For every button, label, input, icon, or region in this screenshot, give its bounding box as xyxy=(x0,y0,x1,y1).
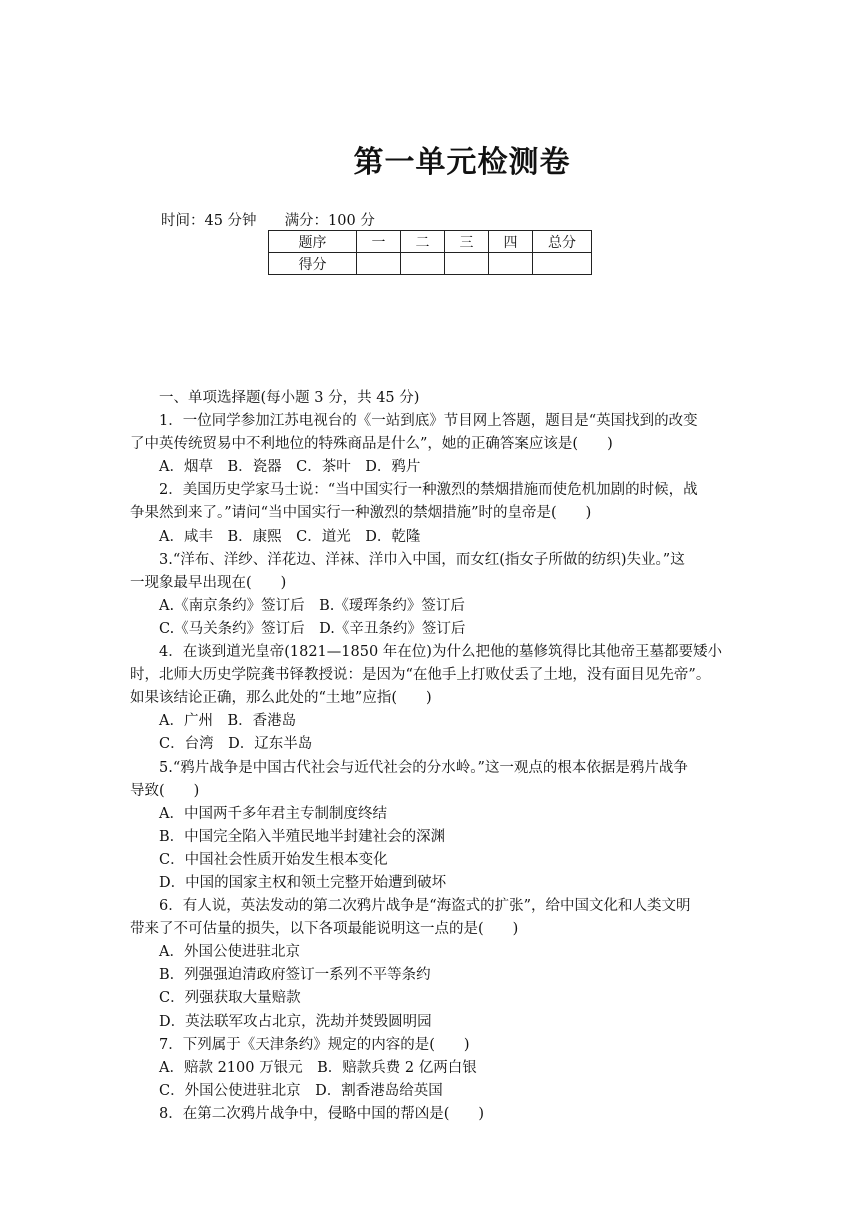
answer-option-line[interactable]: A.《南京条约》签订后 B.《瑷珲条约》签订后 xyxy=(159,597,465,614)
answer-option-line[interactable]: B．中国完全陷入半殖民地半封建社会的深渊 xyxy=(159,828,446,845)
question-list xyxy=(130,410,735,1126)
question-item xyxy=(130,549,735,641)
score-input-cell[interactable] xyxy=(533,253,592,275)
score-table-header-cell: 总分 xyxy=(533,231,592,253)
question-stem-line: 了中英传统贸易中不利地位的特殊商品是什么”，她的正确答案应该是( ) xyxy=(130,436,613,453)
question-item xyxy=(130,410,735,479)
score-table-header-cell: 一 xyxy=(357,231,401,253)
question-item xyxy=(130,1034,735,1103)
score-table-header-cell: 四 xyxy=(489,231,533,253)
answer-option-line[interactable]: C．列强获取大量赔款 xyxy=(159,990,301,1007)
score-table-header-cell: 题序 xyxy=(269,231,357,253)
question-stem-line: 6．有人说，英法发动的第二次鸦片战争是“海盗式的扩张”，给中国文化和人类文明 xyxy=(159,898,691,915)
page-title: 第一单元检测卷 xyxy=(353,145,571,180)
question-stem-line: 7．下列属于《天津条约》规定的内容的是( ) xyxy=(159,1036,470,1053)
answer-option-line[interactable]: A．外国公使进驻北京 xyxy=(159,944,300,961)
exam-meta xyxy=(161,209,375,230)
answer-option-line[interactable]: C．台湾 D．辽东半岛 xyxy=(159,736,313,753)
score-table xyxy=(268,230,592,275)
question-item xyxy=(130,479,735,548)
full-score: 满分：100 分 xyxy=(284,213,375,229)
exam-body xyxy=(130,387,735,1126)
score-input-cell[interactable] xyxy=(489,253,533,275)
answer-option-line[interactable]: A．咸丰 B．康熙 C．道光 D．乾隆 xyxy=(159,528,421,545)
question-stem-line: 如果该结论正确，那么此处的“土地”应指( ) xyxy=(130,690,432,707)
score-row-label: 得分 xyxy=(269,253,357,275)
question-item xyxy=(130,895,735,1034)
question-stem-line: 5.“鸦片战争是中国古代社会与近代社会的分水岭。”这一观点的根本依据是鸦片战争 xyxy=(159,759,688,776)
answer-option-line[interactable]: A．烟草 B．瓷器 C．茶叶 D．鸦片 xyxy=(159,459,421,476)
question-stem-line: 1．一位同学参加江苏电视台的《一站到底》节目网上答题，题目是“英国找到的改变 xyxy=(159,413,698,430)
question-stem-line: 4．在谈到道光皇帝(1821—1850 年在位)为什么把他的墓修筑得比其他帝王墓都要矮小 xyxy=(159,644,722,661)
score-input-cell[interactable] xyxy=(445,253,489,275)
score-table-header-row xyxy=(269,231,592,253)
score-input-cell[interactable] xyxy=(357,253,401,275)
time-limit: 时间：45 分钟 xyxy=(161,213,257,229)
question-stem-line: 2．美国历史学家马士说：“当中国实行一种激烈的禁烟措施而使危机加剧的时候，战 xyxy=(159,482,698,499)
question-stem-line: 3.“洋布、洋纱、洋花边、洋袜、洋巾入中国，而女红(指女子所做的纺织)失业。”这 xyxy=(159,551,685,568)
answer-option-line[interactable]: C．外国公使进驻北京 D．割香港岛给英国 xyxy=(159,1082,443,1099)
score-table-header-cell: 二 xyxy=(401,231,445,253)
answer-option-line[interactable]: C.《马关条约》签订后 D.《辛丑条约》签订后 xyxy=(159,620,466,637)
score-table-score-row xyxy=(269,253,592,275)
answer-option-line[interactable]: A．广州 B．香港岛 xyxy=(159,713,297,730)
question-stem-line: 一现象最早出现在( ) xyxy=(130,574,287,591)
answer-option-line[interactable]: B．列强强迫清政府签订一系列不平等条约 xyxy=(159,967,431,984)
score-input-cell[interactable] xyxy=(401,253,445,275)
question-stem-line: 8．在第二次鸦片战争中，侵略中国的帮凶是( ) xyxy=(159,1105,485,1122)
question-item xyxy=(130,757,735,896)
answer-option-line[interactable]: D．中国的国家主权和领土完整开始遭到破坏 xyxy=(159,874,447,891)
answer-option-line[interactable]: A．中国两千多年君主专制制度终结 xyxy=(159,805,387,822)
answer-option-line[interactable]: D．英法联军攻占北京，洗劫并焚毁圆明园 xyxy=(159,1013,432,1030)
answer-option-line[interactable]: A．赔款 2100 万银元 B．赔款兵费 2 亿两白银 xyxy=(159,1059,477,1076)
section-heading: 一、单项选择题(每小题 3 分，共 45 分) xyxy=(159,390,420,406)
question-stem-line: 带来了不可估量的损失，以下各项最能说明这一点的是( ) xyxy=(130,921,519,938)
question-item xyxy=(130,641,735,756)
answer-option-line[interactable]: C．中国社会性质开始发生根本变化 xyxy=(159,851,388,868)
question-item xyxy=(130,1103,735,1126)
question-stem-line: 争果然到来了。”请问“当中国实行一种激烈的禁烟措施”时的皇帝是( ) xyxy=(130,505,592,522)
question-stem-line: 时，北师大历史学院龚书铎教授说：是因为“在他手上打败仗丢了土地，没有面目见先帝”。 xyxy=(130,667,711,684)
question-stem-line: 导致( ) xyxy=(130,782,200,799)
score-table-header-cell: 三 xyxy=(445,231,489,253)
